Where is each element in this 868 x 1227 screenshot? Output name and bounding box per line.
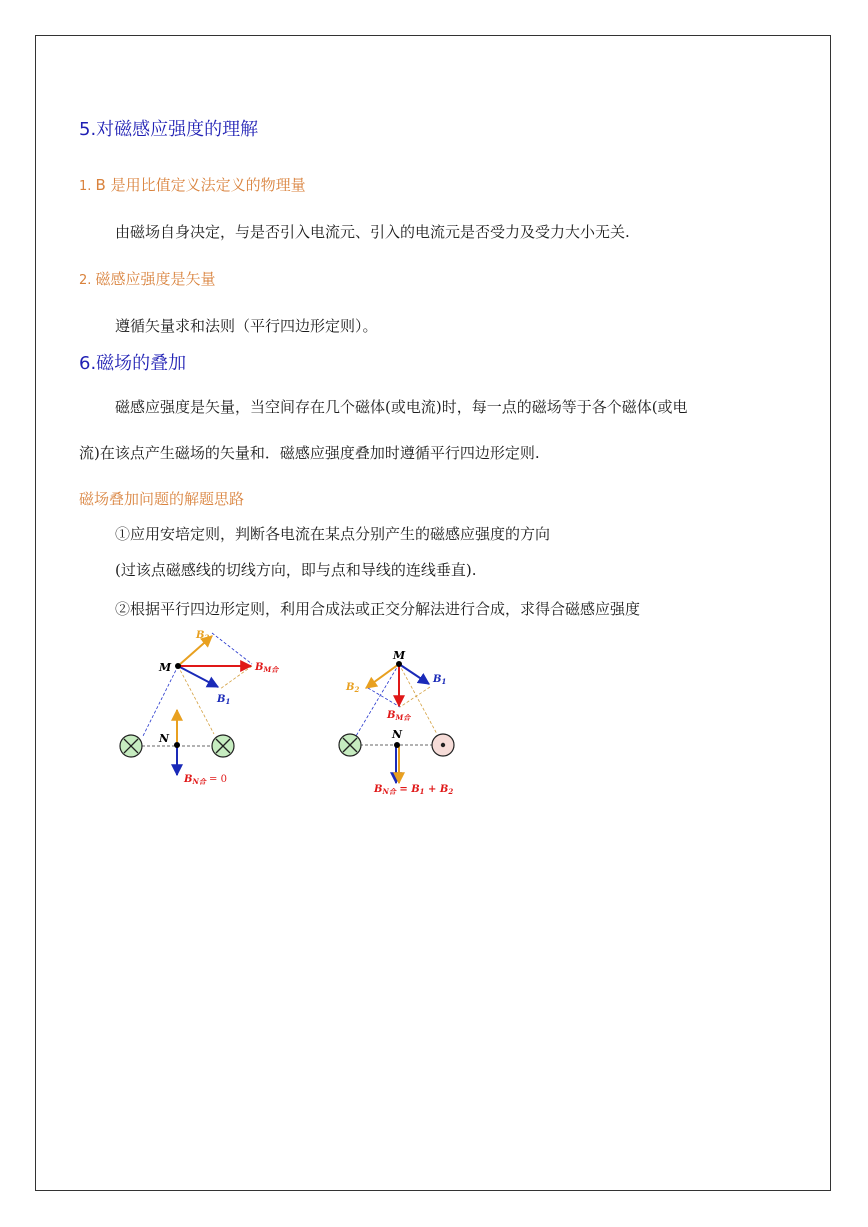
guide-line-m-left-wire-right [356,664,399,736]
section-5-title: 5.对磁感应强度的理解 [79,119,259,140]
figure-right [339,649,454,796]
item-1-body: 由磁场自身决定，与是否引入电流元、引入的电流元是否受力及受力大小无关. [115,223,630,241]
method-step-2: ②根据平行四边形定则，利用合成法或正交分解法进行合成，求得合磁感应强度 [115,600,641,618]
vector-b2-right [366,664,399,688]
parallelogram-edge-bottom [220,666,252,689]
figure-left [120,630,279,786]
label-m-left: M [159,661,172,674]
label-bn-left: $B_{N合} = 0$ [184,774,227,786]
parallelogram-edge-left [368,688,400,707]
item-2-body: 遵循矢量求和法则（平行四边形定则）。 [115,317,378,335]
point-n-right [394,742,400,748]
point-n-left [174,742,180,748]
method-step-1: ①应用安培定则，判断各电流在某点分别产生的磁感应强度的方向 [115,525,551,543]
label-bn-right: $B_{N合} = B_1 + B_2$ [374,784,454,796]
label-n-right: N [392,728,403,741]
wire-into-page-icon [120,735,142,757]
label-b1-right: $B_1$ [433,674,447,686]
section-6-paragraph-line-2: 流)在该点产生磁场的矢量和．磁感应强度叠加时遵循平行四边形定则. [79,444,540,462]
guide-line-m-left-wire [143,666,178,736]
item-1-title: B 是用比值定义法定义的物理量 [95,176,306,194]
point-m-left [175,663,181,669]
item-1-number: 1. [79,179,96,194]
guide-line-m-right-wire-right [399,664,437,734]
item-2-title: 磁感应强度是矢量 [95,270,216,288]
label-b2-left: $B_2$ [196,630,210,642]
item-2-number: 2. [79,273,96,288]
vector-b1-right [399,664,429,684]
wire-into-page-icon [339,734,361,756]
wire-out-of-page-icon [432,734,454,756]
label-n-left: N [159,732,170,745]
label-m-right: M [393,649,406,662]
method-step-1-note: (过该点磁感线的切线方向，即与点和导线的连线垂直). [115,561,477,579]
parallelogram-edge-right [400,687,430,707]
label-b2-right: $B_2$ [346,682,360,694]
method-title: 磁场叠加问题的解题思路 [79,490,245,508]
section-6-paragraph-line-1: 磁感应强度是矢量，当空间存在几个磁体(或电流)时，每一点的磁场等于各个磁体(或电 [115,398,688,416]
label-b1-left: $B_1$ [217,694,231,706]
parallelogram-edge-top [212,633,252,664]
label-bm-left: $B_{M合}$ [255,662,279,674]
wire-into-page-icon [212,735,234,757]
label-bm-right: $B_{M合}$ [387,710,411,722]
section-6-title: 6.磁场的叠加 [79,353,187,374]
